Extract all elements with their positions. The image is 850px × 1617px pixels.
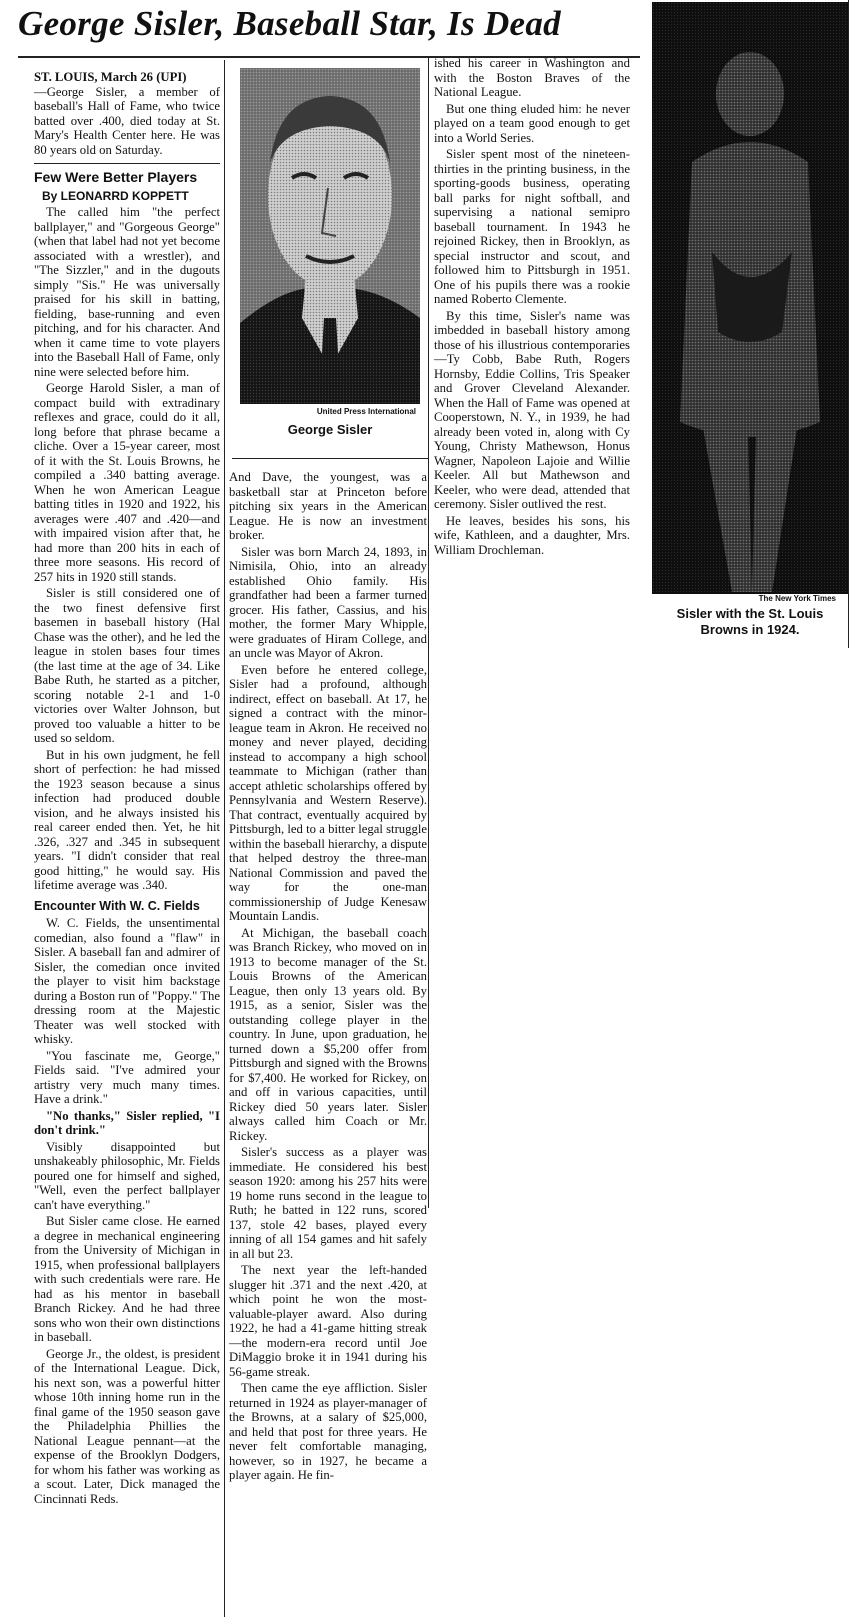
col3-paragraph: ished his career in Washington and with the Boston Braves of the National League.	[434, 56, 630, 99]
subhead-fields: Encounter With W. C. Fields	[34, 898, 200, 913]
col2-paragraph: Then came the eye affliction. Sisler returned in 1924 as player-manager of the Browns, at a salary of $25,000, and held that post for three years. He never felt comfortable managing, however, so in 1927, he became a player again. He fin-	[229, 1381, 427, 1482]
col1-paragraph: "You fascinate me, George," Fields said. "I've admired your artistry very much many times. Have a drink."	[34, 1048, 220, 1106]
col2-paragraph: Even before he entered college, Sisler had a profound, although indirect, effect on baseball. At 17, he signed a contract with the minor-league team in Akron. He received no money and never played, deciding instead to accompany a high school teammate to Michigan (rather than accept athletic scholarships offered by Pennsylvania and Western Reserve). That contract, eventually acquired by Pittsburgh, led to a bitter legal struggle within the baseball hierarchy, a dispute that helped destroy the three-man National Commission and paved the way for the one-man commissionership of Judge Kenesaw Mountain Landis.	[229, 662, 427, 923]
col1-paragraph: W. C. Fields, the unsentimental comedian, also found a "flaw" in Sisler. A baseball fan and admirer of Sisler, the comedian once invited the player to visit him backstage during a Boston run of "Poppy." The dressing room at the Majestic Theater was well stocked with whisky.	[34, 916, 220, 1046]
subhead-rule	[34, 163, 220, 164]
col3-paragraph: Sisler spent most of the nineteen-thirties in the printing business, in the sporting-goods business, operating ball parks for night softball, and supervising a national semipro baseball tournament. In 1943 he rejoined Rickey, then in Brooklyn, as special instructor and scout, and followed him to Pittsburgh in 1951. One of his pupils there was a rookie named Roberto Clemente.	[434, 147, 630, 306]
portrait-image	[240, 68, 420, 404]
col1-paragraph: Sisler is still considered one of the two finest defensive first basemen in baseball history (Hal Chase was the other), and he led the league in stolen bases four times (the last time at the age of 34. Like Babe Ruth, he started as a pitcher, scoring notable 2-1 and 1-0 victories over Walter Johnson, but proved too valuable a hitter to be used so seldom.	[34, 586, 220, 745]
portrait-credit: United Press International	[316, 407, 416, 416]
lead-paragraph: —George Sisler, a member of baseball's Hall of Fame, who twice batted over .400, died today at St. Mary's Health Center here. He was 80 years old on Saturday.	[34, 84, 220, 157]
col3-paragraph: By this time, Sisler's name was imbedded in baseball history among those of his illustrious contemporaries—Ty Cobb, Babe Ruth, Rogers Hornsby, Eddie Collins, Tris Speaker and Grover Cleveland Alexander. When the Hall of Fame was opened at Cooperstown, N. Y., in 1939, he had already been voted in, along with Cy Young, Christy Mathewson, Honus Wagner, Napoleon Lajoie and Willie Keeler. All but Mathewson and Keeler, who were dead, attended that ceremony. Sisler outlived the rest.	[434, 308, 630, 511]
col1-paragraph: Visibly disappointed but unshakeably philosophic, Mr. Fields poured one for himself and sighed, "Well, even the perfect ballplayer can't have everything."	[34, 1139, 220, 1212]
col3-paragraph: He leaves, besides his sons, his wife, Kathleen, and a daughter, Mrs. William Drochleman.	[434, 513, 630, 557]
right-border	[848, 0, 849, 648]
col2-paragraph: At Michigan, the baseball coach was Branch Rickey, who moved on in 1913 to become manager of the St. Louis Browns of the American League, then only 13 years old. By 1915, as a senior, Sisler was the outstanding college player in the country. In June, upon graduation, he turned down a $5,200 offer from Pittsburgh and signed with the Browns for $7,400. He worked for Rickey, on and off in various capacities, until Rickey died 50 years later. Sisler always called him Coach or Mr. Rickey.	[229, 925, 427, 1143]
col2-paragraph: Sisler's success as a player was immediate. He considered his best season 1920: among his 257 hits were 19 home runs second in the league to Ruth; he batted in 122 runs, scored 137, stole 42 bases, played every inning of all 154 games and hit safely in all but 23.	[229, 1145, 427, 1261]
col1-paragraph: "No thanks," Sisler replied, "I don't drink."	[34, 1108, 220, 1137]
photo-divider	[232, 458, 428, 459]
column-2	[229, 470, 427, 1485]
column-rule-2	[428, 58, 429, 1208]
browns-photo	[652, 2, 848, 594]
column-3	[434, 56, 630, 559]
col1-paragraph: The called him "the perfect ballplayer," and "Gorgeous George" (when that label had not yet become associated with a wrestler), and "The Sizzler," and in the dugouts simply "Sis." He was universally praised for his skill in batting, fielding, base-running and even pitching, and for his character. And when it came time to vote players into the Baseball Hall of Fame, only nine were selected before him.	[34, 205, 220, 379]
col2-paragraph: And Dave, the youngest, was a basketball star at Princeton before pitching six years in the American League. He is now an investment broker.	[229, 470, 427, 542]
col1-paragraph: But Sisler came close. He earned a degree in mechanical engineering from the University of Michigan in 1915, when professional ballplayers with such credentials were rare. He had as his mentor in baseball Branch Rickey. And he had three sons who won their own distinctions in baseball.	[34, 1214, 220, 1344]
browns-credit: The New York Times	[758, 594, 836, 603]
portrait-caption: George Sisler	[287, 422, 373, 437]
browns-caption: Sisler with the St. Louis Browns in 1924.	[676, 606, 824, 637]
browns-image	[652, 2, 848, 594]
col3-paragraph: But one thing eluded him: he never played on a team good enough to get into a World Series.	[434, 101, 630, 145]
col2-paragraph: Sisler was born March 24, 1893, in Nimisila, Ohio, into an already established Ohio family. His grandfather had been a farmer turned grocer. His father, Cassius, and his mother, the former Mary Whipple, were graduates of Hiram College, and an uncle was Mayor of Akron.	[229, 544, 427, 660]
column-rule-1	[224, 60, 225, 1617]
col1-paragraph: But in his own judgment, he fell short of perfection: he had missed the 1923 season because a sinus infection had produced double vision, and he always insisted his real career ended then. Yet, he hit .326, .327 and .345 in subsequent years. "I didn't consider that real good hitting," he would say. His lifetime average was .340.	[34, 747, 220, 892]
headline: George Sisler, Baseball Star, Is Dead	[18, 4, 561, 43]
col1-paragraph: George Harold Sisler, a man of compact build with extradinary reflexes and grace, could do it all, long before that phrase became a cliche. Over a 15-year career, most of it with the St. Louis Browns, he compiled a .340 batting average. When he won American League batting titles in 1920 and 1922, his averages were .407 and .420—and with impaired vision after that, he had more than 200 hits in each of three more seasons. His record of 257 hits in 1920 still stands.	[34, 381, 220, 584]
portrait-photo	[240, 68, 420, 404]
byline: By LEONARRD KOPPETT	[42, 188, 189, 203]
column-1	[34, 70, 220, 1508]
subhead-few-better: Few Were Better Players	[34, 169, 198, 185]
dateline: ST. LOUIS, March 26 (UPI)	[34, 70, 187, 84]
col2-paragraph: The next year the left-handed slugger hit .371 and the next .420, at which point he won the most-valuable-player award. Also during 1922, he had a 41-game hitting streak—the modern-era record until Joe DiMaggio broke it in 1941 during his 56-game streak.	[229, 1263, 427, 1379]
col1-paragraph: George Jr., the oldest, is president of the International League. Dick, his next son, was a powerful hitter whose 10th inning home run in the final game of the 1950 season gave the Philadelphia Phillies the National League pennant—at the expense of the Brooklyn Dodgers, for whom his father was working as a scout. Later, Dick managed the Cincinnati Reds.	[34, 1346, 220, 1506]
